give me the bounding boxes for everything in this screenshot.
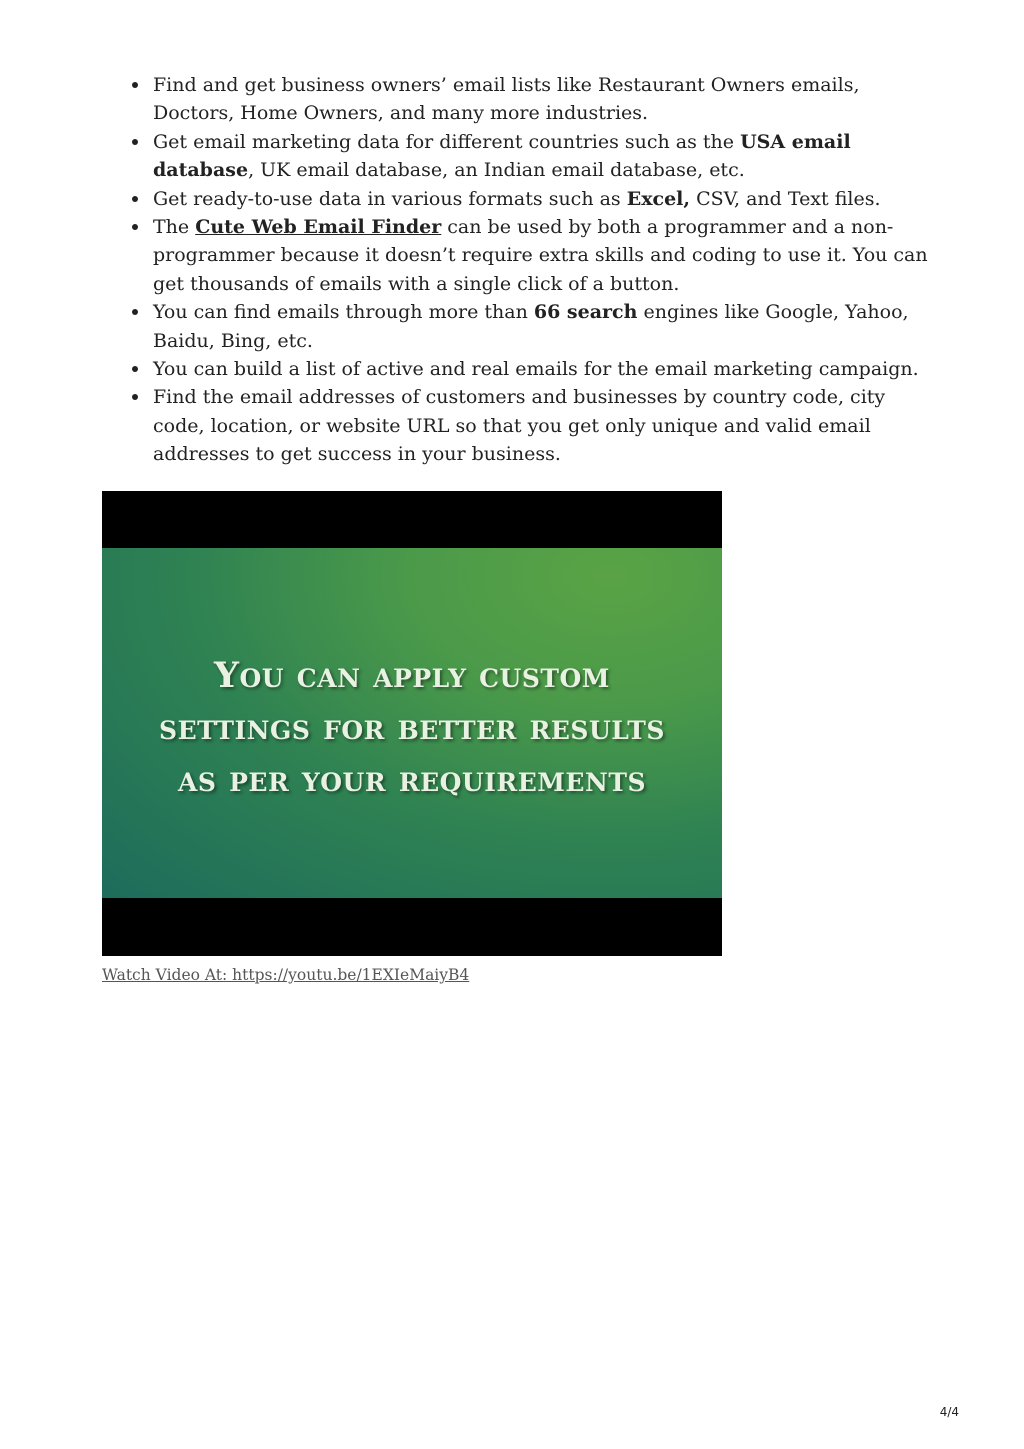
bullet-text: Get ready-to-use data in various formats such as <box>153 187 627 210</box>
video-thumbnail[interactable] <box>102 491 722 956</box>
bullet-text: , UK email database, an Indian email database, etc. <box>248 159 745 182</box>
bullet-text: CSV, and Text files. <box>690 187 881 210</box>
bullet-text: Get email marketing data for different countries such as the <box>153 130 741 153</box>
list-item <box>130 298 930 355</box>
bullet-text: You can find emails through more than <box>153 301 534 324</box>
video-caption <box>102 650 722 806</box>
list-item <box>130 355 930 383</box>
list-item <box>130 128 930 185</box>
video-caption-line: You can apply custom <box>214 655 610 696</box>
list-item <box>130 383 930 468</box>
bullet-text: Find the email addresses of customers and businesses by country code, city code, location, or website URL so that you get only unique and valid email addresses to get success in your business. <box>153 386 886 466</box>
bullet-text: Find and get business owners’ email lists like Restaurant Owners emails, Doctors, Home Owners, and many more industries. <box>153 74 860 125</box>
list-item <box>130 71 930 128</box>
video-caption-line: settings for better results <box>159 707 665 748</box>
bullet-text: You can build a list of active and real emails for the email marketing campaign. <box>153 358 919 381</box>
list-item <box>130 213 930 298</box>
bullet-bold-text: USA email database <box>153 130 851 182</box>
cute-web-email-finder-link[interactable]: Cute Web Email Finder <box>195 216 442 239</box>
bullet-bold-text: 66 search <box>533 301 638 324</box>
page-number: 4/4 <box>939 1405 959 1419</box>
video-frame <box>102 548 722 898</box>
watch-video-link[interactable]: Watch Video At: https://youtu.be/1EXIeMaiyB4 <box>102 966 470 984</box>
bullet-text: The <box>153 216 196 239</box>
bullet-text: engines like Google, Yahoo, Baidu, Bing, etc. <box>153 301 909 352</box>
video-caption-line: as per your requirements <box>177 759 646 800</box>
bullet-bold-text: Excel, <box>626 187 691 210</box>
list-item <box>130 185 930 213</box>
feature-bullet-list <box>130 71 930 469</box>
bullet-text: can be used by both a programmer and a non-programmer because it doesn’t require extra skills and coding to use it. You can get thousands of emails with a single click of a button. <box>153 216 928 295</box>
